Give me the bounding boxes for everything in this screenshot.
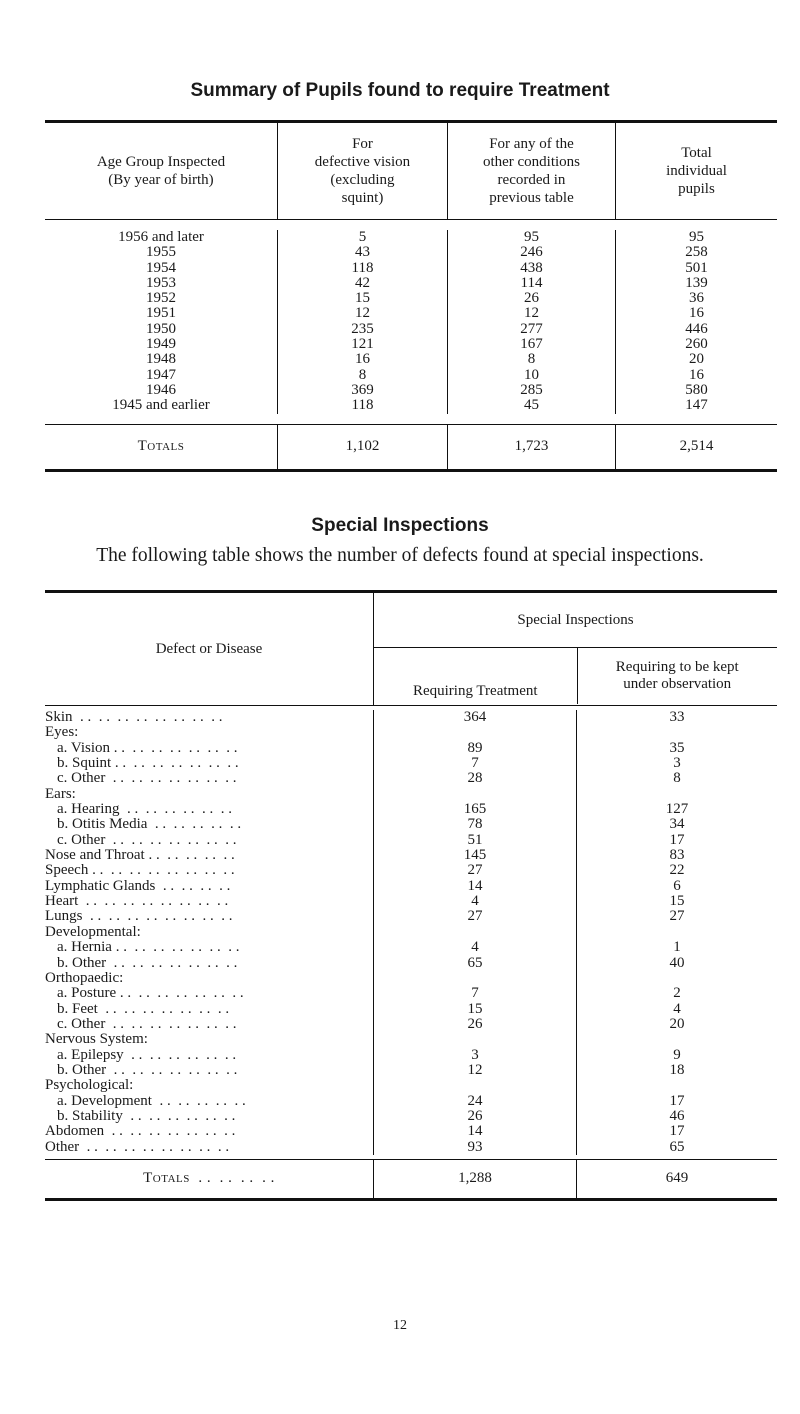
special-totals-row — [45, 1160, 777, 1198]
special-totals-label: Totals . . . . . . . . — [143, 1170, 275, 1187]
requiring-treatment-value: 78 — [373, 817, 576, 832]
table-row — [45, 1032, 777, 1047]
row-other: 10 — [447, 368, 615, 383]
row-vision: 369 — [277, 383, 447, 398]
requiring-treatment-value: 65 — [373, 956, 576, 971]
defect-label: a. Vision . . . . . . . . . . . . . . — [57, 740, 238, 756]
special-inspections-title: Special Inspections — [311, 515, 489, 536]
requiring-treatment-value: 26 — [373, 1109, 576, 1124]
defect-label: Psychological: — [45, 1078, 134, 1094]
row-other: 114 — [447, 276, 615, 291]
defect-label: c. Other . . . . . . . . . . . . . . — [57, 771, 237, 787]
row-age-group: 1948 — [146, 351, 176, 368]
under-observation-value: 40 — [576, 956, 777, 971]
totals-other: 1,723 — [447, 425, 615, 469]
table-row — [45, 291, 777, 306]
header-defect-or-disease: Defect or Disease — [155, 640, 263, 657]
under-observation-value — [576, 725, 777, 740]
under-observation-value: 15 — [576, 894, 777, 909]
table-row — [45, 276, 777, 291]
table-row — [45, 322, 777, 337]
table-row — [45, 741, 777, 756]
defect-label: b. Squint . . . . . . . . . . . . . . — [57, 756, 239, 772]
row-vision: 15 — [277, 291, 447, 306]
defect-label: Lungs . . . . . . . . . . . . . . . . — [45, 909, 233, 925]
row-age-group: 1956 and later — [118, 229, 204, 245]
special-totals-observation: 649 — [576, 1160, 777, 1198]
defect-label: Skin . . . . . . . . . . . . . . . . — [45, 710, 223, 725]
row-age-group: 1952 — [146, 290, 176, 307]
special-table-body — [45, 706, 777, 1159]
under-observation-value: 8 — [576, 771, 777, 786]
row-total: 446 — [615, 322, 777, 337]
table-row — [45, 1002, 777, 1017]
table-row — [45, 1140, 777, 1155]
row-vision: 121 — [277, 337, 447, 352]
under-observation-value: 46 — [576, 1109, 777, 1124]
under-observation-value: 35 — [576, 741, 777, 756]
requiring-treatment-value: 7 — [373, 756, 576, 771]
requiring-treatment-value — [373, 787, 576, 802]
defect-label: Nose and Throat . . . . . . . . . . — [45, 848, 235, 864]
header-age-group: Age Group Inspected (By year of birth) — [96, 154, 226, 188]
table-row — [45, 1124, 777, 1139]
table-row — [45, 1109, 777, 1124]
special-table-header — [45, 593, 777, 705]
requiring-treatment-value: 364 — [373, 710, 576, 725]
row-other: 45 — [447, 398, 615, 413]
defect-label: Ears: — [45, 786, 76, 802]
row-other: 285 — [447, 383, 615, 398]
requiring-treatment-value — [373, 1032, 576, 1047]
row-total: 147 — [615, 398, 777, 413]
row-total: 16 — [615, 368, 777, 383]
row-other: 26 — [447, 291, 615, 306]
table-row — [45, 833, 777, 848]
row-other: 12 — [447, 306, 615, 321]
defect-label: a. Posture . . . . . . . . . . . . . . — [57, 986, 244, 1002]
summary-table-header — [45, 123, 777, 219]
defect-label: Orthopaedic: — [45, 970, 124, 986]
table-row — [45, 1094, 777, 1109]
under-observation-value — [576, 971, 777, 986]
table-row — [45, 261, 777, 276]
table-row — [45, 848, 777, 863]
table-row — [45, 771, 777, 786]
special-totals-treatment: 1,288 — [373, 1160, 576, 1198]
row-vision: 235 — [277, 322, 447, 337]
special-inspections-table — [45, 590, 777, 1201]
header-subcolumns — [374, 648, 777, 704]
summary-title: Summary of Pupils found to require Treatment — [190, 80, 610, 101]
requiring-treatment-value: 15 — [373, 1002, 576, 1017]
header-under-observation: Requiring to be kept under observation — [577, 648, 778, 704]
defect-label: Speech . . . . . . . . . . . . . . . . — [45, 863, 235, 879]
requiring-treatment-value: 4 — [373, 894, 576, 909]
table-row — [45, 940, 777, 955]
requiring-treatment-value: 24 — [373, 1094, 576, 1109]
table-row — [45, 337, 777, 352]
defect-label: Developmental: — [45, 924, 141, 940]
table-row — [45, 802, 777, 817]
defect-label: Eyes: — [45, 725, 79, 741]
summary-totals-row — [45, 425, 777, 469]
requiring-treatment-value: 14 — [373, 879, 576, 894]
under-observation-value: 1 — [576, 940, 777, 955]
requiring-treatment-value: 89 — [373, 741, 576, 756]
under-observation-value: 34 — [576, 817, 777, 832]
under-observation-value: 20 — [576, 1017, 777, 1032]
table-row — [45, 1048, 777, 1063]
row-total: 16 — [615, 306, 777, 321]
row-total: 20 — [615, 352, 777, 367]
row-other: 167 — [447, 337, 615, 352]
defect-label: b. Stability . . . . . . . . . . . . — [57, 1108, 236, 1124]
row-total: 501 — [615, 261, 777, 276]
row-vision: 42 — [277, 276, 447, 291]
under-observation-value: 27 — [576, 909, 777, 924]
requiring-treatment-value: 28 — [373, 771, 576, 786]
requiring-treatment-value: 3 — [373, 1048, 576, 1063]
under-observation-value: 4 — [576, 1002, 777, 1017]
defect-label: c. Other . . . . . . . . . . . . . . — [57, 1016, 237, 1032]
table-row — [45, 817, 777, 832]
row-total: 95 — [615, 230, 777, 245]
under-observation-value: 17 — [576, 833, 777, 848]
table-row — [45, 306, 777, 321]
under-observation-value — [576, 1032, 777, 1047]
table-row — [45, 925, 777, 940]
under-observation-value: 65 — [576, 1140, 777, 1155]
requiring-treatment-value — [373, 925, 576, 940]
header-requiring-treatment: Requiring Treatment — [412, 683, 538, 699]
under-observation-value: 9 — [576, 1048, 777, 1063]
header-total-pupils: Total individual pupils — [615, 123, 777, 219]
row-other: 438 — [447, 261, 615, 276]
header-special-inspections: Special Inspections — [374, 593, 777, 648]
table-row — [45, 956, 777, 971]
requiring-treatment-value — [373, 971, 576, 986]
table-rule — [45, 1198, 777, 1201]
row-age-group: 1947 — [146, 366, 176, 383]
defect-label: b. Other . . . . . . . . . . . . . . — [57, 955, 238, 971]
defect-label: Abdomen . . . . . . . . . . . . . . — [45, 1124, 236, 1140]
under-observation-value: 22 — [576, 863, 777, 878]
under-observation-value — [576, 787, 777, 802]
under-observation-value: 3 — [576, 756, 777, 771]
defect-label: a. Development . . . . . . . . . . — [57, 1093, 246, 1109]
row-other: 8 — [447, 352, 615, 367]
row-age-group: 1954 — [146, 259, 176, 276]
defect-label: c. Other . . . . . . . . . . . . . . — [57, 832, 237, 848]
table-row — [45, 368, 777, 383]
totals-label: Totals — [137, 438, 185, 455]
table-row — [45, 909, 777, 924]
row-age-group: 1951 — [146, 305, 176, 322]
table-row — [45, 1017, 777, 1032]
under-observation-value: 18 — [576, 1063, 777, 1078]
defect-label: a. Epilepsy . . . . . . . . . . . . — [57, 1047, 237, 1063]
under-observation-value — [576, 925, 777, 940]
summary-table-body — [45, 220, 777, 424]
requiring-treatment-value: 27 — [373, 863, 576, 878]
defect-label: b. Otitis Media . . . . . . . . . . — [57, 817, 242, 833]
row-vision: 43 — [277, 245, 447, 260]
requiring-treatment-value: 12 — [373, 1063, 576, 1078]
defect-label: a. Hernia . . . . . . . . . . . . . . — [57, 940, 240, 956]
requiring-treatment-value: 4 — [373, 940, 576, 955]
totals-pupils: 2,514 — [615, 425, 777, 469]
row-total: 258 — [615, 245, 777, 260]
row-age-group: 1946 — [146, 381, 176, 398]
under-observation-value — [576, 1078, 777, 1093]
table-row — [45, 1078, 777, 1093]
totals-vision: 1,102 — [277, 425, 447, 469]
table-row — [45, 230, 777, 245]
table-row — [45, 756, 777, 771]
table-row — [45, 383, 777, 398]
under-observation-value: 2 — [576, 986, 777, 1001]
table-row — [45, 725, 777, 740]
header-other-conditions: For any of the other conditions recorded in previous table — [447, 123, 615, 219]
table-row — [45, 710, 777, 725]
row-other: 277 — [447, 322, 615, 337]
table-row — [45, 894, 777, 909]
requiring-treatment-value: 26 — [373, 1017, 576, 1032]
table-rule — [45, 469, 777, 472]
requiring-treatment-value: 14 — [373, 1124, 576, 1139]
requiring-treatment-value: 145 — [373, 848, 576, 863]
row-vision: 12 — [277, 306, 447, 321]
table-row — [45, 352, 777, 367]
requiring-treatment-value — [373, 725, 576, 740]
row-total: 260 — [615, 337, 777, 352]
row-vision: 8 — [277, 368, 447, 383]
requiring-treatment-value: 7 — [373, 986, 576, 1001]
row-other: 95 — [447, 230, 615, 245]
requiring-treatment-value: 165 — [373, 802, 576, 817]
under-observation-value: 83 — [576, 848, 777, 863]
row-vision: 16 — [277, 352, 447, 367]
table-row — [45, 879, 777, 894]
defect-label: Heart . . . . . . . . . . . . . . . . — [45, 894, 229, 910]
row-age-group: 1950 — [146, 320, 176, 337]
table-row — [45, 1063, 777, 1078]
table-row — [45, 986, 777, 1001]
row-vision: 118 — [277, 398, 447, 413]
row-age-group: 1945 and earlier — [112, 397, 210, 414]
requiring-treatment-value: 93 — [373, 1140, 576, 1155]
defect-label: Lymphatic Glands . . . . . . . . — [45, 878, 231, 894]
row-vision: 5 — [277, 230, 447, 245]
defect-label: a. Hearing . . . . . . . . . . . . — [57, 802, 232, 818]
requiring-treatment-value: 51 — [373, 833, 576, 848]
header-special-inspections-group — [373, 593, 777, 705]
table-row — [45, 971, 777, 986]
table-row — [45, 245, 777, 260]
requiring-treatment-value: 27 — [373, 909, 576, 924]
defect-label: b. Other . . . . . . . . . . . . . . — [57, 1062, 238, 1078]
row-age-group: 1949 — [146, 336, 176, 353]
requiring-treatment-value — [373, 1078, 576, 1093]
row-other: 246 — [447, 245, 615, 260]
under-observation-value: 17 — [576, 1094, 777, 1109]
row-total: 580 — [615, 383, 777, 398]
row-age-group: 1955 — [146, 244, 176, 261]
special-inspections-intro: The following table shows the number of defects found at special inspections. — [96, 545, 704, 566]
under-observation-value: 6 — [576, 879, 777, 894]
header-defective-vision: For defective vision (excluding squint) — [277, 123, 447, 219]
page-number: 12 — [393, 1318, 407, 1333]
under-observation-value: 127 — [576, 802, 777, 817]
under-observation-value: 33 — [576, 710, 777, 725]
summary-table — [45, 120, 777, 472]
defect-label: b. Feet . . . . . . . . . . . . . . — [57, 1001, 230, 1017]
table-row — [45, 787, 777, 802]
defect-label: Nervous System: — [45, 1032, 148, 1048]
under-observation-value: 17 — [576, 1124, 777, 1139]
defect-label: Other . . . . . . . . . . . . . . . . — [45, 1139, 230, 1155]
row-vision: 118 — [277, 261, 447, 276]
row-total: 139 — [615, 276, 777, 291]
row-age-group: 1953 — [146, 274, 176, 291]
row-total: 36 — [615, 291, 777, 306]
table-row — [45, 863, 777, 878]
table-row — [45, 398, 777, 413]
